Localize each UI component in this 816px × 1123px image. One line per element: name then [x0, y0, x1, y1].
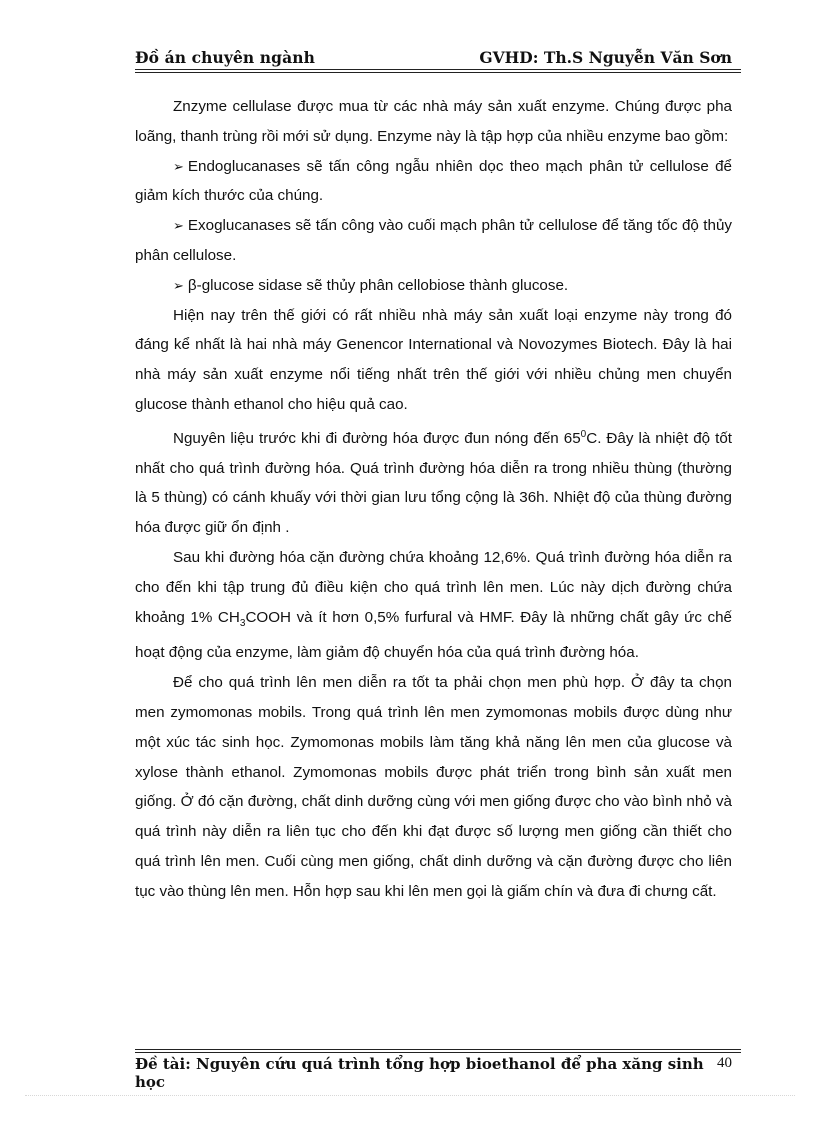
bullet-item	[135, 211, 732, 271]
paragraph-manufacturers: Hiện nay trên thế giới có rất nhiều nhà máy sản xuất loại enzyme này trong đó đáng kể nhất là hai nhà máy Genencor International và Novozymes Biotech. Đây là hai nhà máy sản xuất enzyme nổi tiếng nhất trên thế giới với nhiều chủng men chuyển glucose thành ethanol cho hiệu quả cao.	[135, 306, 732, 413]
page-footer	[135, 1055, 732, 1091]
arrow-bullet-icon: ➢	[173, 158, 184, 174]
page-number: 40	[717, 1055, 732, 1071]
text-run: Nguyên liệu trước khi đi đường hóa được đun nóng đến 65	[173, 429, 581, 447]
bullet-item	[135, 271, 732, 301]
page-header	[135, 46, 732, 68]
arrow-bullet-icon: ➢	[173, 218, 184, 234]
paragraph-fermentation: Để cho quá trình lên men diễn ra tốt ta phải chọn men phù hợp. Ở đây ta chọn men zymomonas mobils. Trong quá trình lên men zymomonas mobils được dùng như một xúc tác sinh học. Zymomonas mobils làm tăng khả năng lên men của glucose và xylose thành ethanol. Zymomonas mobils được phát triển trong bình sản xuất men giống. Ở đó cặn đường, chất dinh dưỡng cùng với men giống được cho vào bình nhỏ và quá trình này diễn ra liên tục cho đến khi đạt được số lượng men giống cần thiết cho quá trình lên men. Cuối cùng men giống, chất dinh dưỡng và cặn đường được cho liên tục vào thùng lên men. Hỗn hợp sau khi lên men gọi là giấm chín và đưa đi chưng cất.	[135, 674, 732, 900]
arrow-bullet-icon: ➢	[173, 277, 184, 293]
paragraph-saccharification-heating	[135, 420, 732, 543]
document-body	[135, 92, 732, 907]
footer-rule-top	[135, 1049, 741, 1050]
footer-rule-bottom	[135, 1052, 741, 1053]
subscript-three: 3	[239, 617, 246, 629]
bullet-text: Endoglucanases sẽ tấn công ngẫu nhiên dọc theo mạch phân tử cellulose để giảm kích thước của chúng.	[135, 157, 732, 205]
header-rule-top	[135, 69, 741, 70]
paragraph-enzyme-intro: Znzyme cellulase được mua từ các nhà máy sản xuất enzyme. Chúng được pha loãng, thanh trùng rồi mới sử dụng. Enzyme này là tập hợp của nhiều enzyme bao gồm:	[135, 98, 732, 145]
page-boundary-dotted	[25, 1095, 795, 1096]
text-run: Sau khi đường hóa cặn đường chứa khoảng 12,6%. Quá trình đường hóa diễn ra cho đến khi tập trung đủ điều kiện cho quá trình lên men. Lúc này dịch đường chứa khoảng 1% CH	[135, 549, 732, 626]
footer-thesis-title: Đề tài: Nguyên cứu quá trình tổng hợp bioethanol để pha xăng sinh học	[135, 1055, 704, 1091]
header-rule-bottom	[135, 72, 741, 73]
paragraph-sugar-content	[135, 543, 732, 668]
header-supervisor: GVHD: Th.S Nguyễn Văn Sơn	[479, 48, 732, 67]
header-course-title: Đồ án chuyên ngành	[135, 48, 315, 67]
text-run: COOH và ít hơn 0,5% furfural và HMF. Đây là những chất gây ức chế hoạt động của enzyme, làm giảm độ chuyển hóa của quá trình đường hóa.	[135, 608, 732, 662]
bullet-item	[135, 152, 732, 212]
bullet-text: Exoglucanases sẽ tấn công vào cuối mạch phân tử cellulose để tăng tốc độ thủy phân cellulose.	[135, 217, 732, 264]
text-run: C. Đây là nhiệt độ tốt nhất cho quá trình đường hóa. Quá trình đường hóa diễn ra trong nhiều thùng (thường là 5 thùng) có cánh khuấy với thời gian lưu tổng cộng là 36h. Nhiệt độ của thùng đường hóa được giữ ổn định .	[135, 429, 733, 537]
superscript-degree: 0	[580, 428, 587, 440]
bullet-text: β-glucose sidase sẽ thủy phân cellobiose thành glucose.	[187, 276, 569, 294]
